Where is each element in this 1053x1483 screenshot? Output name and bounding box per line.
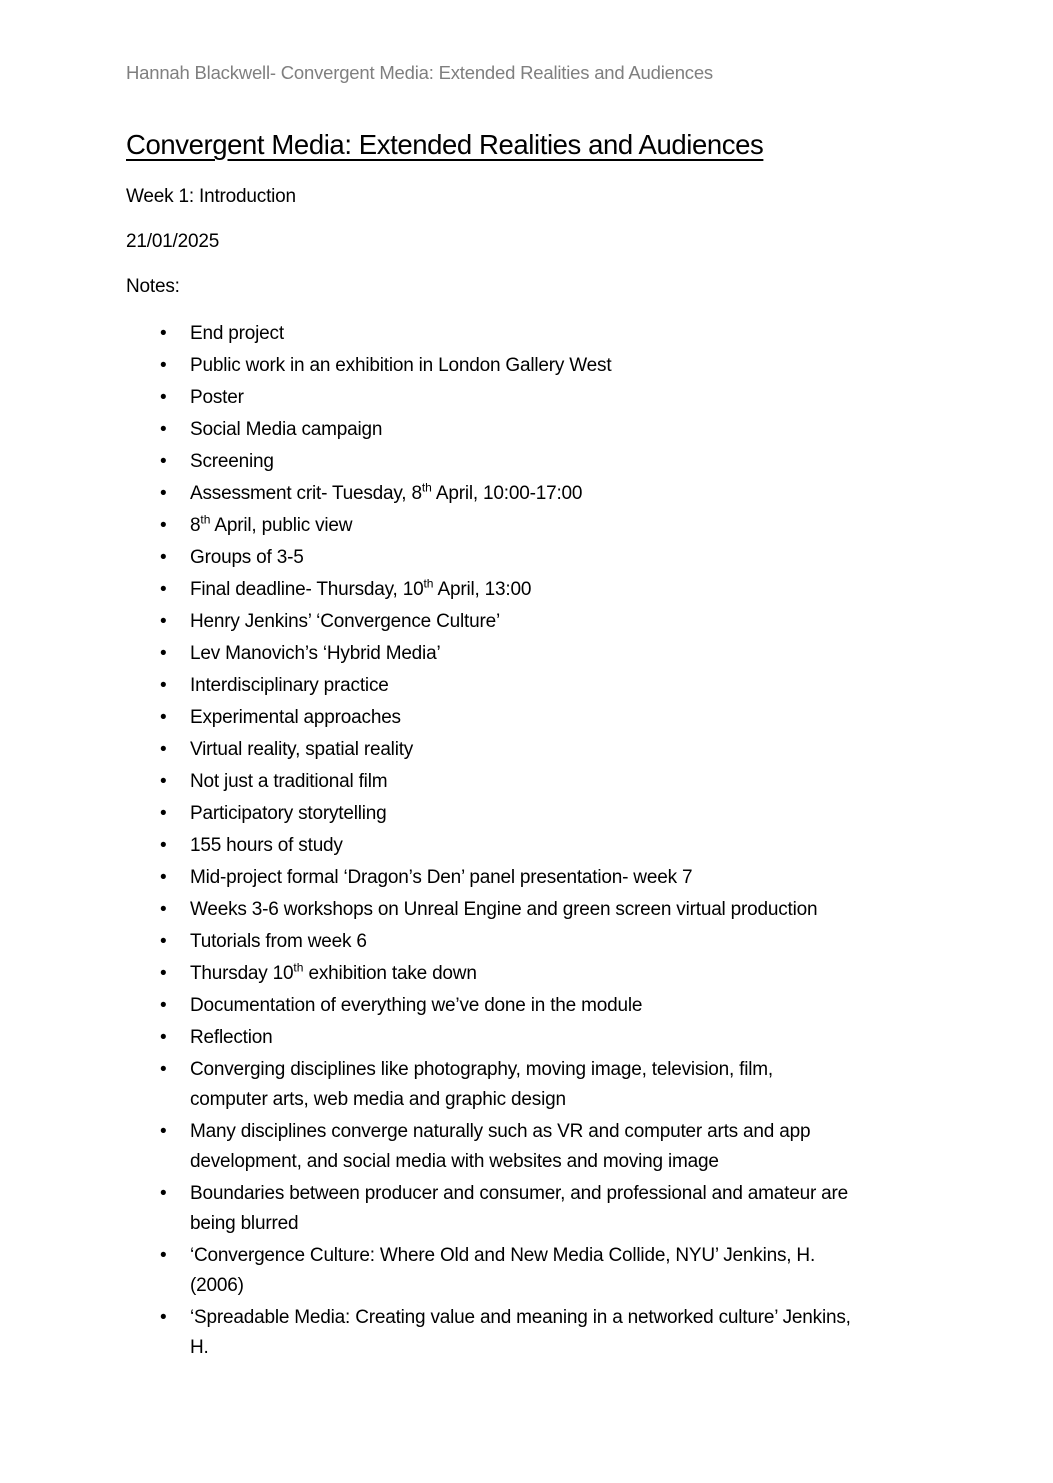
list-item: • Participatory storytelling	[126, 799, 927, 829]
list-item: • Henry Jenkins’ ‘Convergence Culture’	[126, 607, 927, 637]
list-item: • ‘Convergence Culture: Where Old and New Media Collide, NYU’ Jenkins, H. (2006)	[126, 1241, 927, 1301]
list-item: • Lev Manovich’s ‘Hybrid Media’	[126, 639, 927, 669]
list-item: • End project	[126, 319, 927, 349]
list-item: • Not just a traditional film	[126, 767, 927, 797]
list-item: • Boundaries between producer and consumer, and professional and amateur are being blurred	[126, 1179, 927, 1239]
list-item: • Assessment crit- Tuesday, 8th April, 10:00-17:00	[126, 479, 927, 509]
week-subtitle: Week 1: Introduction	[126, 186, 296, 207]
list-item: • Documentation of everything we’ve done in the module	[126, 991, 927, 1021]
list-item: • Screening	[126, 447, 927, 477]
list-item: • 8th April, public view	[126, 511, 927, 541]
list-item: • Many disciplines converge naturally such as VR and computer arts and app development, and social media with websites and moving image	[126, 1117, 927, 1177]
list-item: • Tutorials from week 6	[126, 927, 927, 957]
list-item: • 155 hours of study	[126, 831, 927, 861]
ordinal-suffix: th	[423, 576, 434, 591]
notes-list	[126, 319, 927, 1363]
list-item: • Social Media campaign	[126, 415, 927, 445]
list-item: • Virtual reality, spatial reality	[126, 735, 927, 765]
date-line: 21/01/2025	[126, 231, 220, 252]
list-item: • Converging disciplines like photography, moving image, television, film, computer arts, web media and graphic design	[126, 1055, 927, 1115]
list-item: • Weeks 3-6 workshops on Unreal Engine and green screen virtual production	[126, 895, 927, 925]
list-item: • Interdisciplinary practice	[126, 671, 927, 701]
document-header: Hannah Blackwell- Convergent Media: Extended Realities and Audiences	[126, 62, 713, 83]
list-item: • Groups of 3-5	[126, 543, 927, 573]
list-item: • ‘Spreadable Media: Creating value and meaning in a networked culture’ Jenkins, H.	[126, 1303, 927, 1363]
list-item: • Public work in an exhibition in London Gallery West	[126, 351, 927, 381]
ordinal-suffix: th	[421, 480, 432, 495]
list-item: • Experimental approaches	[126, 703, 927, 733]
ordinal-suffix: th	[293, 960, 304, 975]
ordinal-suffix: th	[200, 512, 211, 527]
list-item: • Reflection	[126, 1023, 927, 1053]
list-item: • Final deadline- Thursday, 10th April, 13:00	[126, 575, 927, 605]
list-item: • Mid-project formal ‘Dragon’s Den’ panel presentation- week 7	[126, 863, 927, 893]
page-title: Convergent Media: Extended Realities and Audiences	[126, 129, 764, 160]
notes-label: Notes:	[126, 276, 180, 297]
list-item: • Thursday 10th exhibition take down	[126, 959, 927, 989]
list-item: • Poster	[126, 383, 927, 413]
